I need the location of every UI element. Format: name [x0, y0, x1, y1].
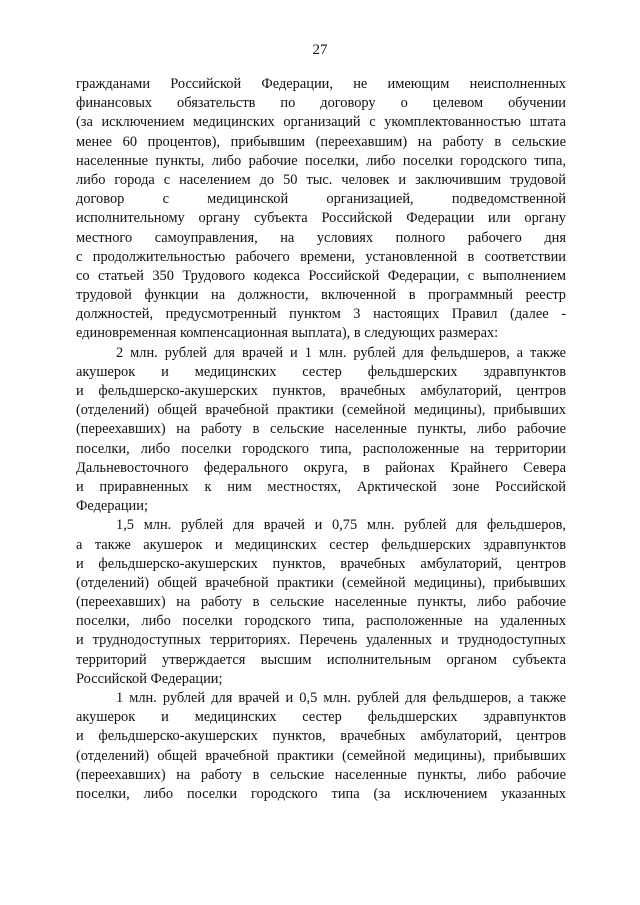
text-line: 1,5 млн. рублей для врачей и 0,75 млн. рублей для фельдшеров,	[116, 517, 566, 534]
text-line: 2 млн. рублей для врачей и 1 млн. рублей для фельдшеров, а также	[116, 344, 566, 361]
text-line: и фельдшерско-акушерских пунктов, врачебных амбулаторий, центров	[76, 555, 566, 572]
text-line: и фельдшерско-акушерских пунктов, врачебных амбулаторий, центров	[76, 728, 566, 745]
text-line: а также акушерок и медицинских сестер фельдшерских здравпунктов	[76, 536, 566, 553]
text-line: населенные пункты, либо рабочие поселки, либо поселки городского типа,	[76, 152, 566, 169]
text-line: и приравненных к ним местностях, Арктической зоне Российской	[76, 478, 566, 495]
text-line: местного самоуправления, на условиях полного рабочего дня	[76, 229, 566, 246]
text-line: с продолжительностью рабочего времени, установленной в соответствии	[76, 248, 566, 265]
text-line: территорий утверждается высшим исполнительным органом субъекта	[76, 651, 566, 668]
text-line: поселки, либо поселки городского типа (за исключением указанных	[76, 785, 566, 802]
text-line: единовременная компенсационная выплата), в следующих размерах:	[76, 325, 499, 342]
text-line: (отделений) общей врачебной практики (семейной медицины), прибывших	[76, 574, 566, 591]
text-line: и фельдшерско-акушерских пунктов, врачебных амбулаторий, центров	[76, 383, 566, 399]
paragraph	[76, 75, 566, 344]
paragraph	[76, 516, 566, 689]
text-line: гражданами Российской Федерации, не имеющим неисполненных	[76, 76, 566, 92]
text-line: 1 млн. рублей для врачей и 0,5 млн. рублей для фельдшеров, а также	[116, 690, 566, 706]
paragraph	[76, 689, 566, 804]
text-line: либо города с населением до 50 тыс. человек и заключившим трудовой	[76, 171, 566, 188]
text-line: поселки, либо поселки городского типа, расположенные на удаленных	[76, 613, 566, 630]
text-line: акушерок и медицинских сестер фельдшерских здравпунктов	[76, 363, 566, 380]
text-line: со статьей 350 Трудового кодекса Российской Федерации, с выполнением	[76, 267, 566, 284]
text-line: исполнительному органу субъекта Российской Федерации или органу	[76, 210, 566, 227]
text-line: (переехавших) на работу в сельские населенные пункты, либо рабочие	[76, 594, 566, 611]
text-line: и труднодоступных территориях. Перечень удаленных и труднодоступных	[76, 632, 566, 649]
text-line: акушерок и медицинских сестер фельдшерских здравпунктов	[76, 709, 566, 726]
text-line: (отделений) общей врачебной практики (семейной медицины), прибывших	[76, 402, 566, 419]
text-line: Дальневосточного федерального округа, в районах Крайнего Севера	[76, 459, 566, 476]
text-line: трудовой функции на должности, включенной в программный реестр	[76, 287, 566, 304]
paragraph	[76, 344, 566, 517]
text-line: (отделений) общей врачебной практики (семейной медицины), прибывших	[76, 747, 566, 764]
text-line: (переехавших) на работу в сельские населенные пункты, либо рабочие	[76, 421, 566, 438]
text-line: менее 60 процентов), прибывшим (переехавшим) на работу в сельские	[76, 133, 566, 150]
text-line: должностей, предусмотренный пунктом 3 настоящих Правил (далее -	[76, 306, 566, 323]
text-line: Федерации;	[76, 498, 148, 515]
document-body	[76, 75, 566, 804]
text-line: (за исключением медицинских организаций с укомплектованностью штата	[76, 114, 566, 131]
text-line: (переехавших) на работу в сельские населенные пункты, либо рабочие	[76, 766, 566, 783]
page-number: 27	[312, 42, 328, 58]
text-line: поселки, либо поселки городского типа, расположенные на территории	[76, 440, 566, 457]
text-line: Российской Федерации;	[76, 670, 223, 687]
text-line: финансовых обязательств по договору о целевом обучении	[76, 95, 566, 112]
text-line: договор с медицинской организацией, подведомственной	[76, 191, 566, 208]
